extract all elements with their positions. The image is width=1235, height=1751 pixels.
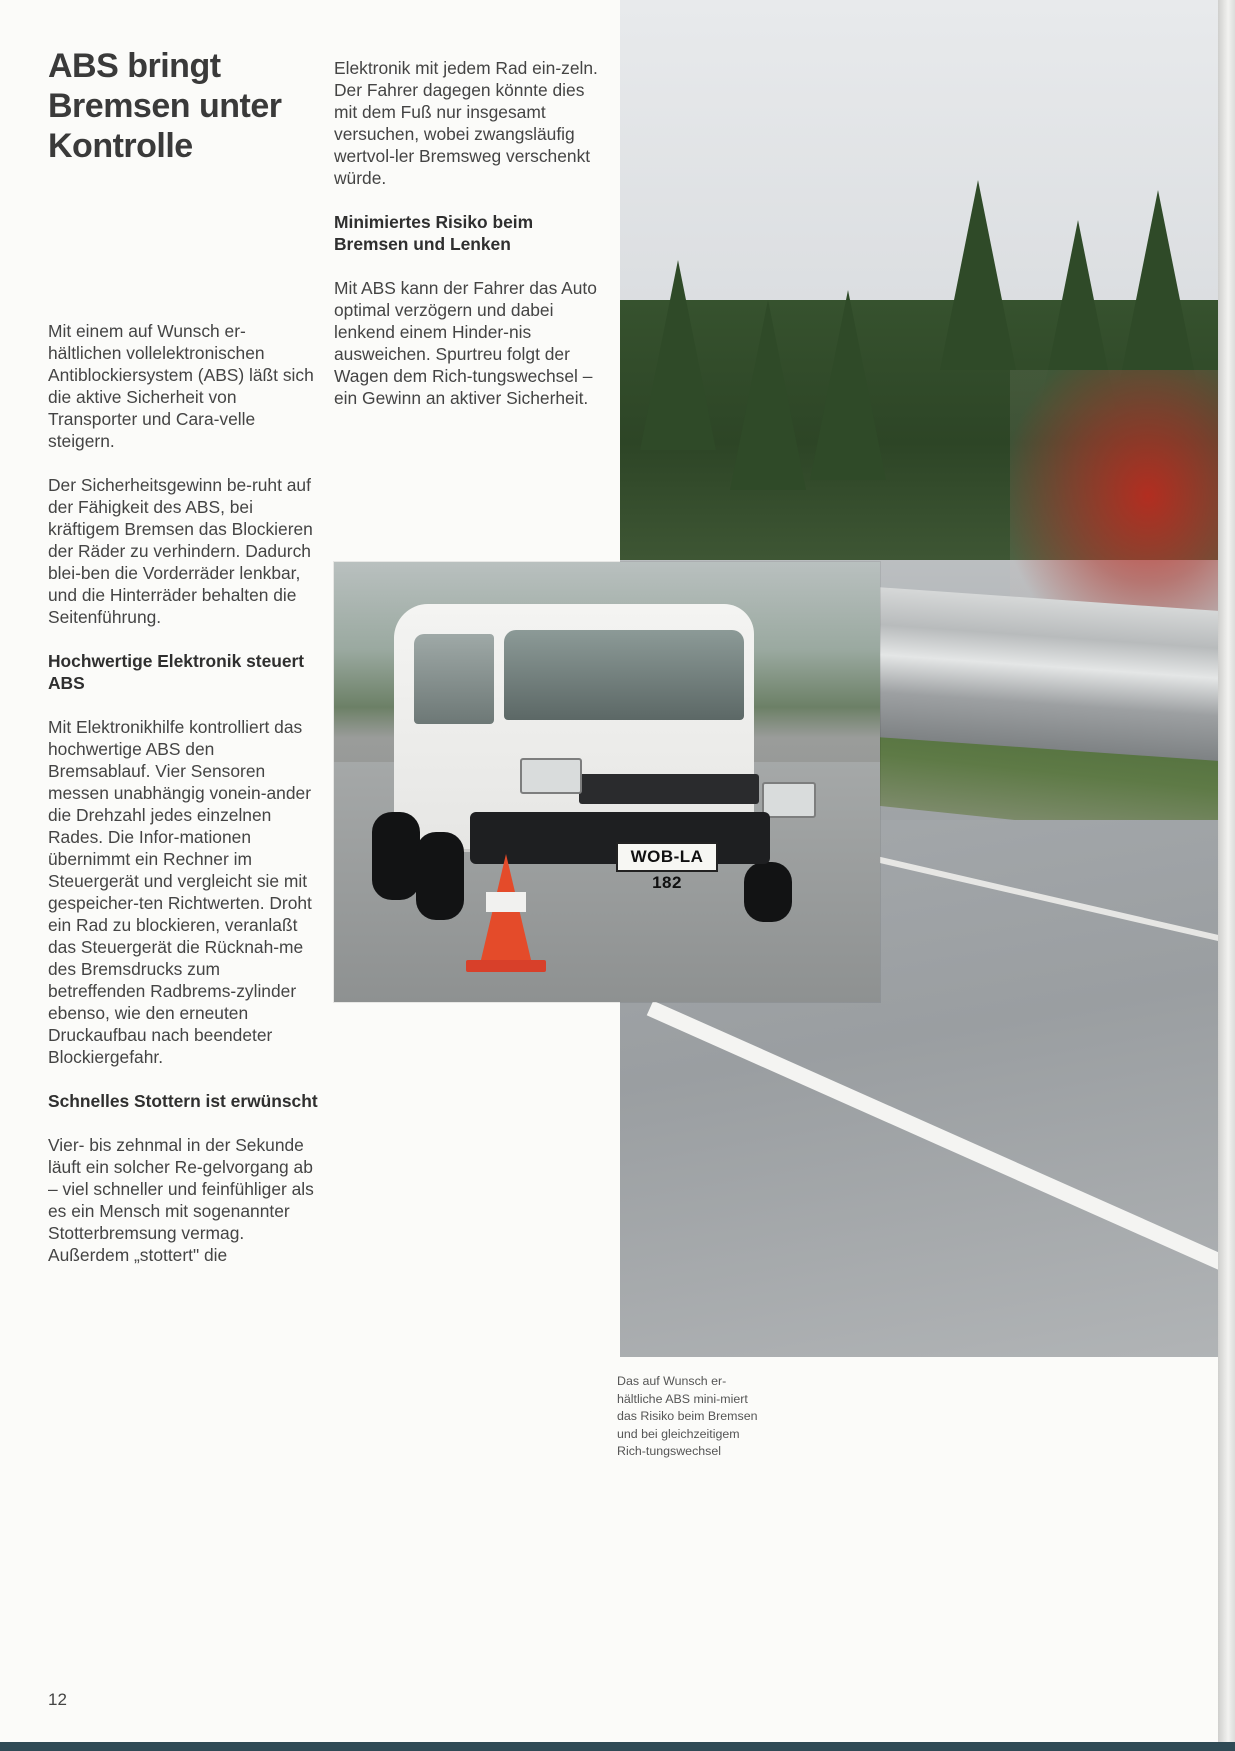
van-photo	[334, 562, 880, 1002]
text-column-2	[334, 57, 604, 431]
headline: ABS bringt Bremsen unter Kontrolle	[48, 47, 282, 165]
van-wheel	[416, 832, 464, 920]
tree-icon	[730, 300, 806, 490]
paragraph: Mit Elektronikhilfe kontrolliert das hochwertige ABS den Bremsablauf. Vier Sensoren messen unabhängig vonein-ander die Drehzahl jedes einzelnen Rades. Die Infor-mationen übernimmt ein Rechner im Steuergerät und vergleicht sie mit gespeicher-ten Richtwerten. Droht ein Rad zu blockieren, veranlaßt das Steuergerät die Rücknah-me des Bremsdrucks zum betreffenden Radbrems-zylinder ebenso, wie den erneuten Druckaufbau nach beendeter Blockiergefahr.	[48, 717, 312, 1067]
tree-icon	[640, 260, 716, 450]
van-grille	[579, 774, 759, 804]
tree-icon	[940, 180, 1016, 370]
tree-icon	[810, 290, 886, 480]
van-headlight	[762, 782, 816, 818]
cone-stripe	[486, 892, 526, 912]
van-windshield	[504, 630, 744, 720]
paragraph: Vier- bis zehnmal in der Sekunde läuft ein solcher Re-gelvorgang ab – viel schneller und feinfühliger als es ein Mensch mit sogenannter Stotterbremsung vermag. Außerdem „stottert" die	[48, 1135, 314, 1265]
photo-caption: Das auf Wunsch er-hältliche ABS mini-miert das Risiko beim Bremsen und bei gleichzeitigem Rich-tungswechsel	[617, 1374, 758, 1459]
subheading: Schnelles Stottern ist erwünscht	[48, 1091, 318, 1111]
text-column-1	[48, 320, 318, 1288]
paragraph: Mit ABS kann der Fahrer das Auto optimal verzögern und dabei lenkend einem Hinder-nis ausweichen. Spurtreu folgt der Wagen dem Rich-tungswechsel – ein Gewinn an aktiver Sicherheit.	[334, 278, 597, 408]
van-side-window	[414, 634, 494, 724]
page-number: 12	[48, 1690, 67, 1709]
paragraph: Elektronik mit jedem Rad ein-zeln. Der Fahrer dagegen könnte dies mit dem Fuß nur insgesamt versuchen, wobei zwangsläufig wertvol-ler Bremsweg verschenkt würde.	[334, 58, 598, 188]
bottom-edge	[0, 1742, 1235, 1751]
van-headlight	[520, 758, 582, 794]
paragraph: Der Sicherheitsgewinn be-ruht auf der Fähigkeit des ABS, bei kräftigem Bremsen das Blockieren der Räder zu verhindern. Dadurch blei-ben die Vorderräder lenkbar, und die Hinterräder behalten die Seitenführung.	[48, 475, 313, 627]
license-plate: WOB-LA 182	[616, 842, 718, 872]
intro-paragraph: Mit einem auf Wunsch er-hältlichen vollelektronischen Antiblockiersystem (ABS) läßt sich die aktive Sicherheit von Transporter und Cara-velle steigern.	[48, 321, 314, 451]
page-curl	[1218, 0, 1235, 1751]
tree-icon	[1120, 190, 1196, 380]
subheading: Hochwertige Elektronik steuert ABS	[48, 651, 305, 693]
cone-base	[466, 960, 546, 972]
van-wheel	[744, 862, 792, 922]
subheading: Minimiertes Risiko beim Bremsen und Lenken	[334, 212, 534, 254]
van-wheel	[372, 812, 420, 900]
